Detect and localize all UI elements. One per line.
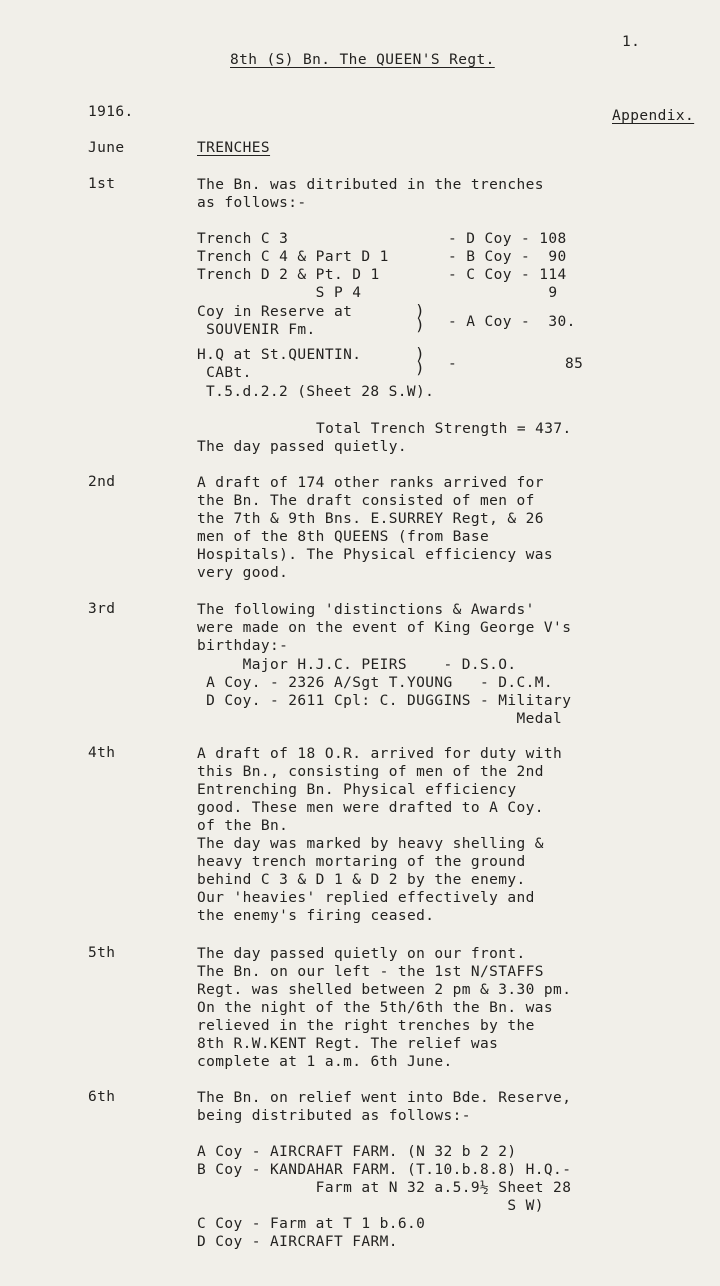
hq-location: H.Q at St.QUENTIN. CABt.	[197, 347, 362, 381]
entry-date-2nd: 2nd	[88, 474, 116, 490]
section-heading: TRENCHES	[197, 140, 271, 156]
entry-6th-text: The Bn. on relief went into Bde. Reserve, being distributed as follows:-	[197, 1090, 572, 1124]
reserve-coy: - A Coy - 30.	[448, 314, 576, 330]
reserve-location: Coy in Reserve at SOUVENIR Fm.	[197, 304, 353, 338]
entry-4th-text: A draft of 18 O.R. arrived for duty with this Bn., consisting of men of the 2nd Entrenching Bn. Physical efficiency good. These men were drafted to A Coy. of the Bn. The day was marked by heavy shelling & heavy trench mortaring of the ground behind C 3 & D 1 & D 2 by the enemy. Our 'heavies' replied effectively and the enemy's firing ceased.	[197, 746, 563, 924]
entry-date-5th: 5th	[88, 945, 116, 961]
entry-5th-text: The day passed quietly on our front. The Bn. on our left - the 1st N/STAFFS Regt. was shelled between 2 pm & 3.30 pm. On the night of the 5th/6th the Bn. was relieved in the right trenches by the 8th R.W.KENT Regt. The relief was complete at 1 a.m. 6th June.	[197, 946, 572, 1070]
trench-row-4-coy: 9	[448, 285, 558, 301]
bracket-mark: ) )	[415, 344, 426, 377]
entry-date-3rd: 3rd	[88, 601, 116, 617]
awards-list: Major H.J.C. PEIRS - D.S.O. A Coy. - 2326 A/Sgt T.YOUNG - D.C.M. D Coy. - 2611 Cpl: C. DUGGINS - Military Medal	[206, 657, 572, 727]
trench-row-1-location: Trench C 3	[197, 231, 289, 247]
total-strength: Total Trench Strength = 437.	[316, 421, 572, 437]
appendix-label: Appendix.	[612, 108, 695, 124]
bracket-mark: ) )	[415, 301, 426, 334]
trench-row-2-location: Trench C 4 & Part D 1	[197, 249, 389, 265]
entry-2nd-text: A draft of 174 other ranks arrived for the Bn. The draft consisted of men of the 7th & 9th Bns. E.SURREY Regt, & 26 men of the 8th QUEENS (from Base Hospitals). The Physical efficiency was very good.	[197, 475, 554, 581]
reserve-distribution-list: A Coy - AIRCRAFT FARM. (N 32 b 2 2) B Coy - KANDAHAR FARM. (T.10.b.8.8) H.Q.- Farm at N 32 a.5.9½ Sheet 28 S W) C Coy - Farm at T 1 b.6.0 D Coy - AIRCRAFT FARM.	[197, 1144, 572, 1250]
entry-date-1st: 1st	[88, 176, 116, 192]
trench-row-3-coy: - C Coy - 114	[448, 267, 567, 283]
hq-dash: -	[448, 356, 458, 372]
entry-date-4th: 4th	[88, 745, 116, 761]
year: 1916.	[88, 104, 134, 120]
page-number: 1.	[622, 34, 641, 50]
trench-row-2-coy: - B Coy - 90	[448, 249, 567, 265]
entry-1st-closing: The day passed quietly.	[197, 439, 407, 455]
month: June	[88, 140, 125, 156]
hq-strength: 85	[565, 356, 584, 372]
trench-row-4-location: S P 4	[197, 285, 362, 301]
entry-1st-intro: The Bn. was ditributed in the trenches as follows:-	[197, 177, 544, 211]
entry-3rd-text: The following 'distinctions & Awards' were made on the event of King George V's birthday:-	[197, 602, 572, 654]
entry-date-6th: 6th	[88, 1089, 116, 1105]
grid-reference: T.5.d.2.2 (Sheet 28 S.W).	[206, 384, 435, 400]
trench-row-1-coy: - D Coy - 108	[448, 231, 567, 247]
page-title: 8th (S) Bn. The QUEEN'S Regt.	[230, 52, 495, 68]
trench-row-3-location: Trench D 2 & Pt. D 1	[197, 267, 380, 283]
